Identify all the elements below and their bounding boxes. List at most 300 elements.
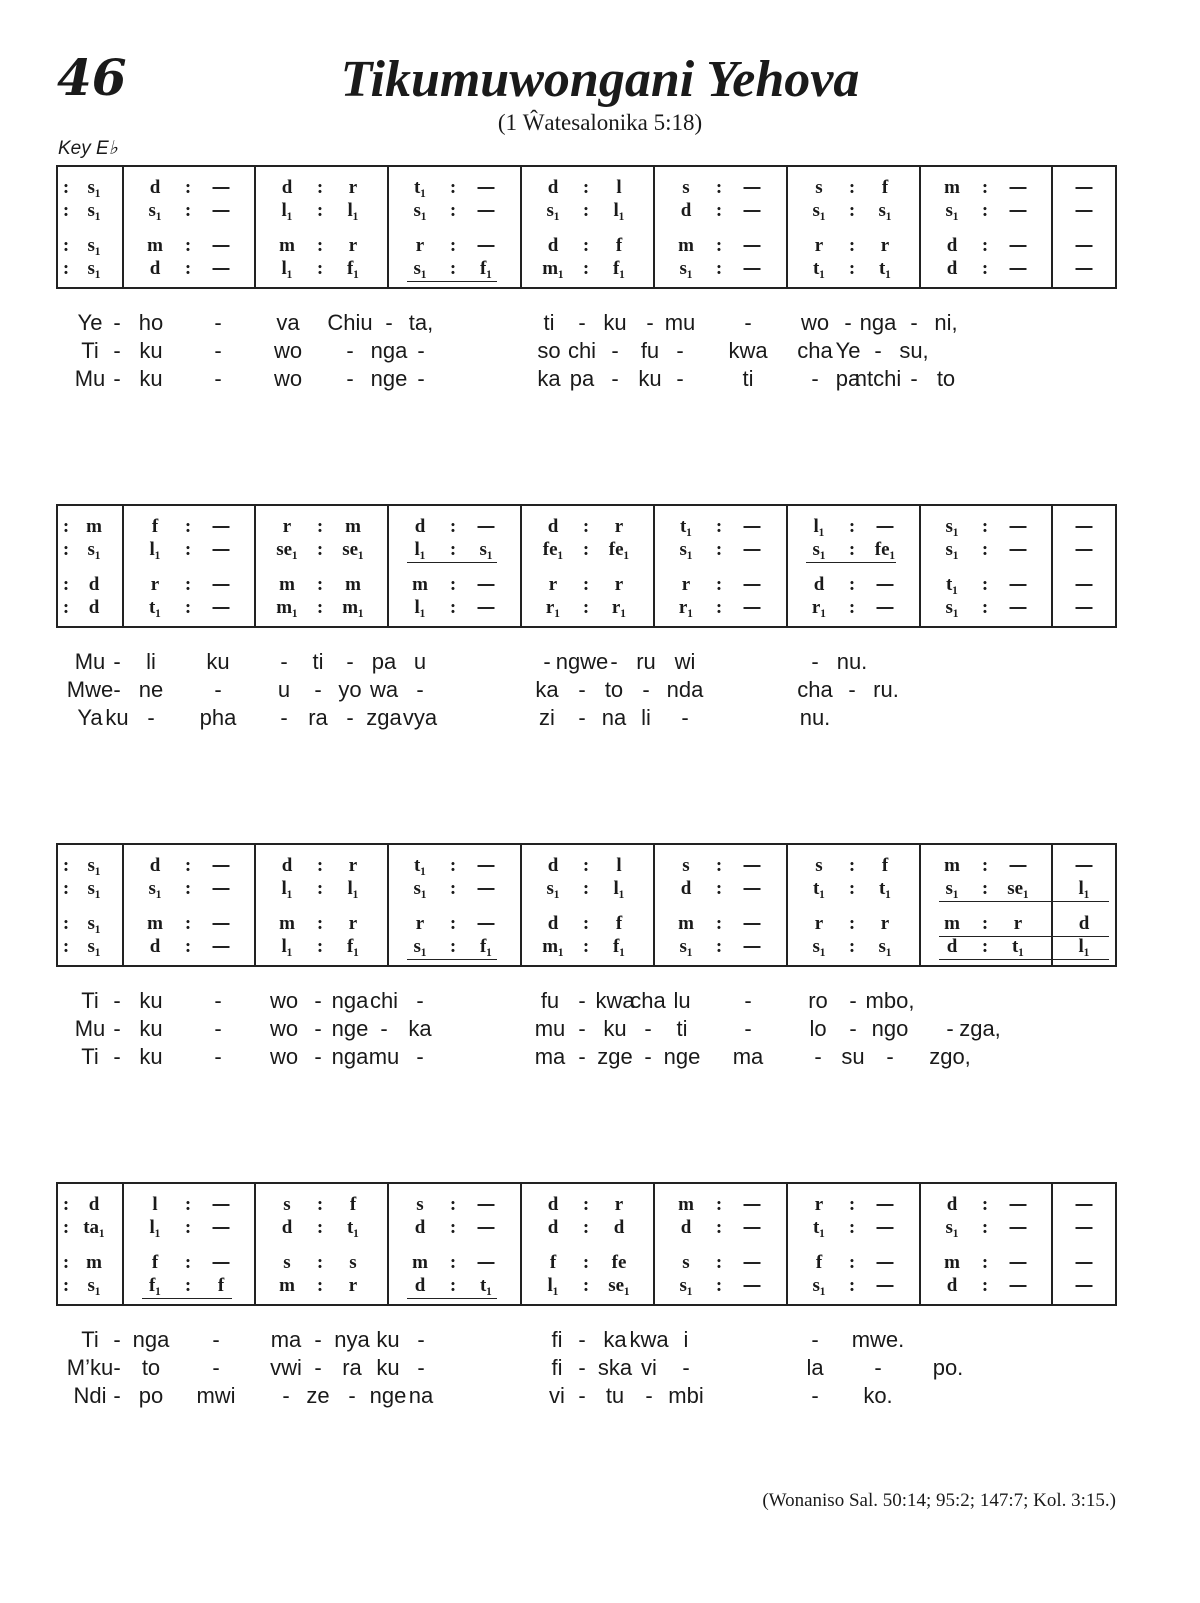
beat-colon: : xyxy=(582,1217,590,1238)
note-hold xyxy=(744,1285,761,1287)
beat-colon: : xyxy=(981,539,989,560)
lyric-hyphen: - xyxy=(543,649,551,674)
lyric-syllable: ngwe xyxy=(555,649,609,674)
beat-colon: : xyxy=(449,1194,457,1215)
beat-colon: : xyxy=(316,597,324,618)
beat-colon: : xyxy=(449,258,457,279)
note: s xyxy=(283,1252,291,1273)
note: t₁ xyxy=(679,516,693,537)
note: s₁ xyxy=(148,200,162,221)
note: s₁ xyxy=(413,878,427,899)
lyric-hyphen: - xyxy=(416,1044,424,1069)
note: r xyxy=(880,235,890,256)
song-number: 46 xyxy=(57,48,127,107)
note: t₁ xyxy=(413,855,427,876)
lyric-hyphen: - xyxy=(113,366,121,391)
lyric-hyphen: - xyxy=(644,1016,652,1041)
beat-colon: : xyxy=(715,200,723,221)
beat-colon: : xyxy=(316,574,324,595)
note: f xyxy=(151,1252,159,1273)
beat-colon: : xyxy=(316,913,324,934)
note-hold xyxy=(213,1227,230,1229)
note: m xyxy=(678,1194,694,1215)
lyric-hyphen: - xyxy=(645,1383,653,1408)
beat-colon: : xyxy=(582,913,590,934)
lyric-hyphen: - xyxy=(578,705,586,730)
note: m xyxy=(678,235,694,256)
lyric-hyphen: - xyxy=(214,1016,222,1041)
lyric-syllable: ne xyxy=(138,677,164,702)
beat-colon: : xyxy=(316,516,324,537)
lyric-syllable: zga xyxy=(366,705,402,730)
lyric-syllable: ze xyxy=(306,1383,330,1408)
lyric-hyphen: - xyxy=(417,1355,425,1380)
lyric-hyphen: - xyxy=(346,649,354,674)
key-signature: Key E♭ xyxy=(58,138,118,159)
beat-colon: : xyxy=(449,177,457,198)
note: m xyxy=(412,574,428,595)
beat-colon: : xyxy=(316,539,324,560)
lyric-syllable: kwa xyxy=(595,988,635,1013)
beat-colon: : xyxy=(449,913,457,934)
beat-colon: : xyxy=(316,1252,324,1273)
lyric-syllable: fi xyxy=(551,1355,563,1380)
lyric-syllable: su xyxy=(841,1044,865,1069)
beat-colon: : xyxy=(715,936,723,957)
pickup-note: ta₁ xyxy=(83,1217,105,1238)
note-hold xyxy=(744,1204,761,1206)
pickup-note: s₁ xyxy=(87,855,101,876)
lyric-syllable: li xyxy=(146,649,156,674)
beat-colon: : xyxy=(848,539,856,560)
lyric-syllable: ku xyxy=(139,988,163,1013)
lyric-syllable: chi xyxy=(369,988,399,1013)
lyric-syllable: wo xyxy=(269,988,299,1013)
lyric-hyphen: - xyxy=(214,1044,222,1069)
note: d xyxy=(613,1217,625,1238)
note: r₁ xyxy=(678,597,694,618)
lyric-syllable: mu xyxy=(368,1044,400,1069)
beat-colon: : xyxy=(62,258,70,279)
lyric-syllable: ta, xyxy=(408,310,434,335)
barline xyxy=(520,1184,522,1304)
lyric-syllable: fi xyxy=(551,1327,563,1352)
note: l₁ xyxy=(281,258,293,279)
lyric-syllable: nge xyxy=(369,1383,407,1408)
note-hold xyxy=(1010,1204,1027,1206)
scripture-reference: (1 Ŵatesalonika 5:18) xyxy=(497,110,703,135)
lyric-hyphen: - xyxy=(214,338,222,363)
lyric-hyphen: - xyxy=(314,1327,322,1352)
lyric-syllable: ho xyxy=(138,310,164,335)
lyric-syllable: wo xyxy=(273,338,303,363)
beat-colon: : xyxy=(62,1275,70,1296)
beat-colon: : xyxy=(62,936,70,957)
note: t₁ xyxy=(945,574,959,595)
note: m xyxy=(944,177,960,198)
lyric-hyphen: - xyxy=(886,1044,894,1069)
lyric-hyphen: - xyxy=(113,338,121,363)
beat-colon: : xyxy=(848,597,856,618)
note: se₁ xyxy=(276,539,298,560)
lyric-syllable: mwe. xyxy=(851,1327,905,1352)
lyric-syllable: nge xyxy=(663,1044,701,1069)
note: f₁ xyxy=(148,1275,162,1296)
pickup-note: s₁ xyxy=(87,539,101,560)
lyric-hyphen: - xyxy=(380,1016,388,1041)
lyric-hyphen: - xyxy=(642,677,650,702)
lyric-syllable: ku xyxy=(206,649,230,674)
lyric-hyphen: - xyxy=(578,1044,586,1069)
note: m xyxy=(147,235,163,256)
lyric-syllable: kwa xyxy=(629,1327,669,1352)
lyric-syllable: wo xyxy=(273,366,303,391)
lyric-hyphen: - xyxy=(578,1383,586,1408)
note: l₁ xyxy=(813,516,825,537)
lyric-syllable: ti xyxy=(543,310,555,335)
note: r₁ xyxy=(545,597,561,618)
note: f xyxy=(881,177,889,198)
lyric-syllable: chi xyxy=(567,338,597,363)
beat-colon: : xyxy=(715,574,723,595)
beat-colon: : xyxy=(316,258,324,279)
note-hold xyxy=(478,1227,495,1229)
lyric-syllable: mu xyxy=(664,310,696,335)
lyric-syllable: pha xyxy=(199,705,237,730)
note: s₁ xyxy=(812,539,826,560)
beat-colon: : xyxy=(449,855,457,876)
note: t₁ xyxy=(812,258,826,279)
note: f₁ xyxy=(346,936,360,957)
lyric-hyphen: - xyxy=(644,1044,652,1069)
beat-colon: : xyxy=(62,539,70,560)
lyric-syllable: ti xyxy=(742,366,754,391)
note: s₁ xyxy=(148,878,162,899)
note: f₁ xyxy=(612,936,626,957)
note: s xyxy=(349,1252,357,1273)
note: f xyxy=(151,516,159,537)
note: t₁ xyxy=(878,258,892,279)
note: r xyxy=(348,913,358,934)
lyric-syllable: mbo, xyxy=(865,988,915,1013)
lyric-syllable: yo xyxy=(338,677,362,702)
note: d xyxy=(547,1194,559,1215)
note: l₁ xyxy=(149,1217,161,1238)
note: l xyxy=(616,855,622,876)
barline xyxy=(786,1184,788,1304)
beat-colon: : xyxy=(981,1275,989,1296)
beat-colon: : xyxy=(715,1275,723,1296)
note: s₁ xyxy=(413,200,427,221)
lyric-syllable: Ye xyxy=(77,310,103,335)
note: r xyxy=(681,574,691,595)
note-hold xyxy=(744,1227,761,1229)
lyric-syllable: Ti xyxy=(81,1327,99,1352)
beat-colon: : xyxy=(184,1275,192,1296)
beat-colon: : xyxy=(184,258,192,279)
note: f xyxy=(815,1252,823,1273)
note: f xyxy=(615,235,623,256)
note: d xyxy=(813,574,825,595)
lyric-syllable: ku xyxy=(638,366,662,391)
note: r xyxy=(348,235,358,256)
note: m xyxy=(345,516,361,537)
beat-colon: : xyxy=(316,1217,324,1238)
note: s₁ xyxy=(945,1217,959,1238)
note-hold xyxy=(1010,1285,1027,1287)
note: d xyxy=(149,177,161,198)
note: s₁ xyxy=(945,597,959,618)
note: d xyxy=(414,1217,426,1238)
final-note: l₁ xyxy=(1078,936,1090,957)
lyric-syllable: wo xyxy=(800,310,830,335)
note: t₁ xyxy=(148,597,162,618)
lyric-syllable: ka xyxy=(603,1327,627,1352)
beat-colon: : xyxy=(582,516,590,537)
pickup-note: s₁ xyxy=(87,200,101,221)
pickup-note: d xyxy=(88,597,100,618)
note: s₁ xyxy=(679,936,693,957)
lyric-hyphen: - xyxy=(314,1044,322,1069)
barline xyxy=(1051,1184,1053,1304)
note: d xyxy=(547,855,559,876)
lyric-hyphen: - xyxy=(814,1044,822,1069)
note: s₁ xyxy=(413,936,427,957)
note: r xyxy=(348,1275,358,1296)
note: d xyxy=(414,516,426,537)
lyric-syllable: po. xyxy=(932,1355,964,1380)
note: s₁ xyxy=(812,200,826,221)
beat-colon: : xyxy=(981,878,989,899)
lyric-hyphen: - xyxy=(874,1355,882,1380)
lyric-syllable: ku xyxy=(376,1327,400,1352)
lyric-syllable: wa xyxy=(369,677,399,702)
beat-colon: : xyxy=(848,913,856,934)
lyric-hyphen: - xyxy=(147,705,155,730)
final-note-hold xyxy=(1076,1227,1093,1229)
beat-colon: : xyxy=(62,1217,70,1238)
note: s xyxy=(682,177,690,198)
lyric-syllable: ru. xyxy=(873,677,899,702)
note: r xyxy=(348,855,358,876)
note: r xyxy=(1013,913,1023,934)
note: m xyxy=(345,574,361,595)
lyric-syllable: ru xyxy=(636,649,656,674)
beat-colon: : xyxy=(582,936,590,957)
lyric-hyphen: - xyxy=(744,310,752,335)
beat-colon: : xyxy=(715,177,723,198)
beat-colon: : xyxy=(582,597,590,618)
lyric-syllable: M’ku xyxy=(66,1355,114,1380)
note: s₁ xyxy=(812,936,826,957)
note: s xyxy=(682,855,690,876)
note: m xyxy=(412,1252,428,1273)
beat-colon: : xyxy=(184,177,192,198)
pickup-note: s₁ xyxy=(87,913,101,934)
note: s₁ xyxy=(413,258,427,279)
note: s₁ xyxy=(479,539,493,560)
lyric-hyphen: - xyxy=(578,677,586,702)
beat-colon: : xyxy=(715,855,723,876)
lyric-hyphen: - xyxy=(282,1383,290,1408)
beat-colon: : xyxy=(715,1252,723,1273)
beat-colon: : xyxy=(848,1252,856,1273)
lyric-hyphen: - xyxy=(113,1327,121,1352)
beat-colon: : xyxy=(981,516,989,537)
lyric-syllable: ro xyxy=(808,988,828,1013)
pickup-note: m xyxy=(86,1252,102,1273)
lyric-hyphen: - xyxy=(314,1355,322,1380)
note: d xyxy=(680,1217,692,1238)
lyric-hyphen: - xyxy=(314,988,322,1013)
barline xyxy=(122,1184,124,1304)
note: r₁ xyxy=(811,597,827,618)
lyric-syllable: ti xyxy=(312,649,324,674)
lyric-syllable: u xyxy=(277,677,291,702)
beat-colon: : xyxy=(582,1252,590,1273)
barline xyxy=(387,1184,389,1304)
lyric-syllable: po xyxy=(138,1383,164,1408)
lyric-hyphen: - xyxy=(346,366,354,391)
lyric-syllable: nu. xyxy=(836,649,868,674)
lyric-hyphen: - xyxy=(848,677,856,702)
note: d xyxy=(547,177,559,198)
beat-colon: : xyxy=(715,1217,723,1238)
note: r₁ xyxy=(611,597,627,618)
beat-colon: : xyxy=(981,574,989,595)
lyric-syllable: ntchi xyxy=(854,366,902,391)
lyric-syllable: Ndi xyxy=(73,1383,107,1408)
beat-colon: : xyxy=(981,1194,989,1215)
beat-colon: : xyxy=(316,936,324,957)
barline xyxy=(653,1184,655,1304)
lyric-syllable: lu xyxy=(673,988,691,1013)
lyric-hyphen: - xyxy=(676,366,684,391)
beat-colon: : xyxy=(848,936,856,957)
lyric-syllable: cha xyxy=(630,988,666,1013)
lyric-syllable: ko. xyxy=(863,1383,893,1408)
lyric-syllable: nya xyxy=(334,1327,370,1352)
lyric-syllable: Ya xyxy=(77,705,103,730)
beat-colon: : xyxy=(62,913,70,934)
note: t₁ xyxy=(1011,936,1025,957)
note: m xyxy=(944,1252,960,1273)
pickup-note: d xyxy=(88,1194,100,1215)
beat-colon: : xyxy=(848,200,856,221)
lyric-hyphen: - xyxy=(212,1327,220,1352)
lyric-syllable: vwi xyxy=(270,1355,302,1380)
beat-colon: : xyxy=(715,878,723,899)
lyric-syllable: so xyxy=(537,338,561,363)
lyric-hyphen: - xyxy=(849,1016,857,1041)
lyric-syllable: ku xyxy=(603,310,627,335)
note-hold xyxy=(1010,1227,1027,1229)
lyric-syllable: mu xyxy=(534,1016,566,1041)
lyric-syllable: nga xyxy=(132,1327,170,1352)
note: r xyxy=(880,913,890,934)
final-note-hold xyxy=(1076,1285,1093,1287)
note: m xyxy=(279,1275,295,1296)
note: f₁ xyxy=(346,258,360,279)
beat-colon: : xyxy=(449,1217,457,1238)
lyric-syllable: pa xyxy=(835,366,861,391)
beat-colon: : xyxy=(62,177,70,198)
beat-colon: : xyxy=(981,235,989,256)
lyric-hyphen: - xyxy=(578,1016,586,1041)
lyric-hyphen: - xyxy=(113,1355,121,1380)
lyric-syllable: li xyxy=(641,705,651,730)
note: fe₁ xyxy=(874,539,896,560)
beat-colon: : xyxy=(582,258,590,279)
pickup-note: s₁ xyxy=(87,878,101,899)
beat-colon: : xyxy=(449,1275,457,1296)
lyric-syllable: zgo, xyxy=(929,1044,971,1069)
beat-colon: : xyxy=(981,1217,989,1238)
beat-colon: : xyxy=(62,235,70,256)
lyric-hyphen: - xyxy=(646,310,654,335)
beat-colon: : xyxy=(184,878,192,899)
beat-colon: : xyxy=(715,235,723,256)
note: d xyxy=(281,177,293,198)
pickup-note: m xyxy=(86,516,102,537)
beat-colon: : xyxy=(848,574,856,595)
beat-colon: : xyxy=(184,235,192,256)
lyric-hyphen: - xyxy=(212,1355,220,1380)
note: t₁ xyxy=(812,1217,826,1238)
beat-colon: : xyxy=(715,597,723,618)
beat-colon: : xyxy=(981,258,989,279)
beat-colon: : xyxy=(981,936,989,957)
beat-colon: : xyxy=(848,235,856,256)
lyric-syllable: ka xyxy=(537,366,561,391)
beat-colon: : xyxy=(848,258,856,279)
lyric-hyphen: - xyxy=(113,988,121,1013)
beat-colon: : xyxy=(316,177,324,198)
note: d xyxy=(946,1275,958,1296)
lyric-syllable: Ti xyxy=(81,1044,99,1069)
lyric-syllable: cha xyxy=(797,338,833,363)
lyric-syllable: ka xyxy=(408,1016,432,1041)
beat-colon: : xyxy=(62,516,70,537)
note: m xyxy=(944,855,960,876)
lyric-syllable: ku xyxy=(603,1016,627,1041)
note-hold xyxy=(877,1285,894,1287)
note: m₁ xyxy=(276,597,298,618)
note-hold xyxy=(478,1204,495,1206)
beat-colon: : xyxy=(582,235,590,256)
beat-colon: : xyxy=(316,200,324,221)
note: d xyxy=(680,200,692,221)
lyric-hyphen: - xyxy=(314,1016,322,1041)
note-hold xyxy=(478,1262,495,1264)
note: m xyxy=(279,913,295,934)
beat-colon: : xyxy=(184,1194,192,1215)
note: t₁ xyxy=(479,1275,493,1296)
note: l₁ xyxy=(281,936,293,957)
note: r xyxy=(548,574,558,595)
lyric-hyphen: - xyxy=(416,677,424,702)
lyric-syllable: vya xyxy=(402,705,438,730)
beat-colon: : xyxy=(62,1252,70,1273)
note: f xyxy=(217,1275,225,1296)
note: s₁ xyxy=(812,1275,826,1296)
lyric-syllable: nge xyxy=(331,1016,369,1041)
beat-colon: : xyxy=(582,177,590,198)
lyric-syllable: tu xyxy=(605,1383,625,1408)
beat-colon: : xyxy=(184,1217,192,1238)
note: f xyxy=(615,913,623,934)
note-hold xyxy=(877,1262,894,1264)
